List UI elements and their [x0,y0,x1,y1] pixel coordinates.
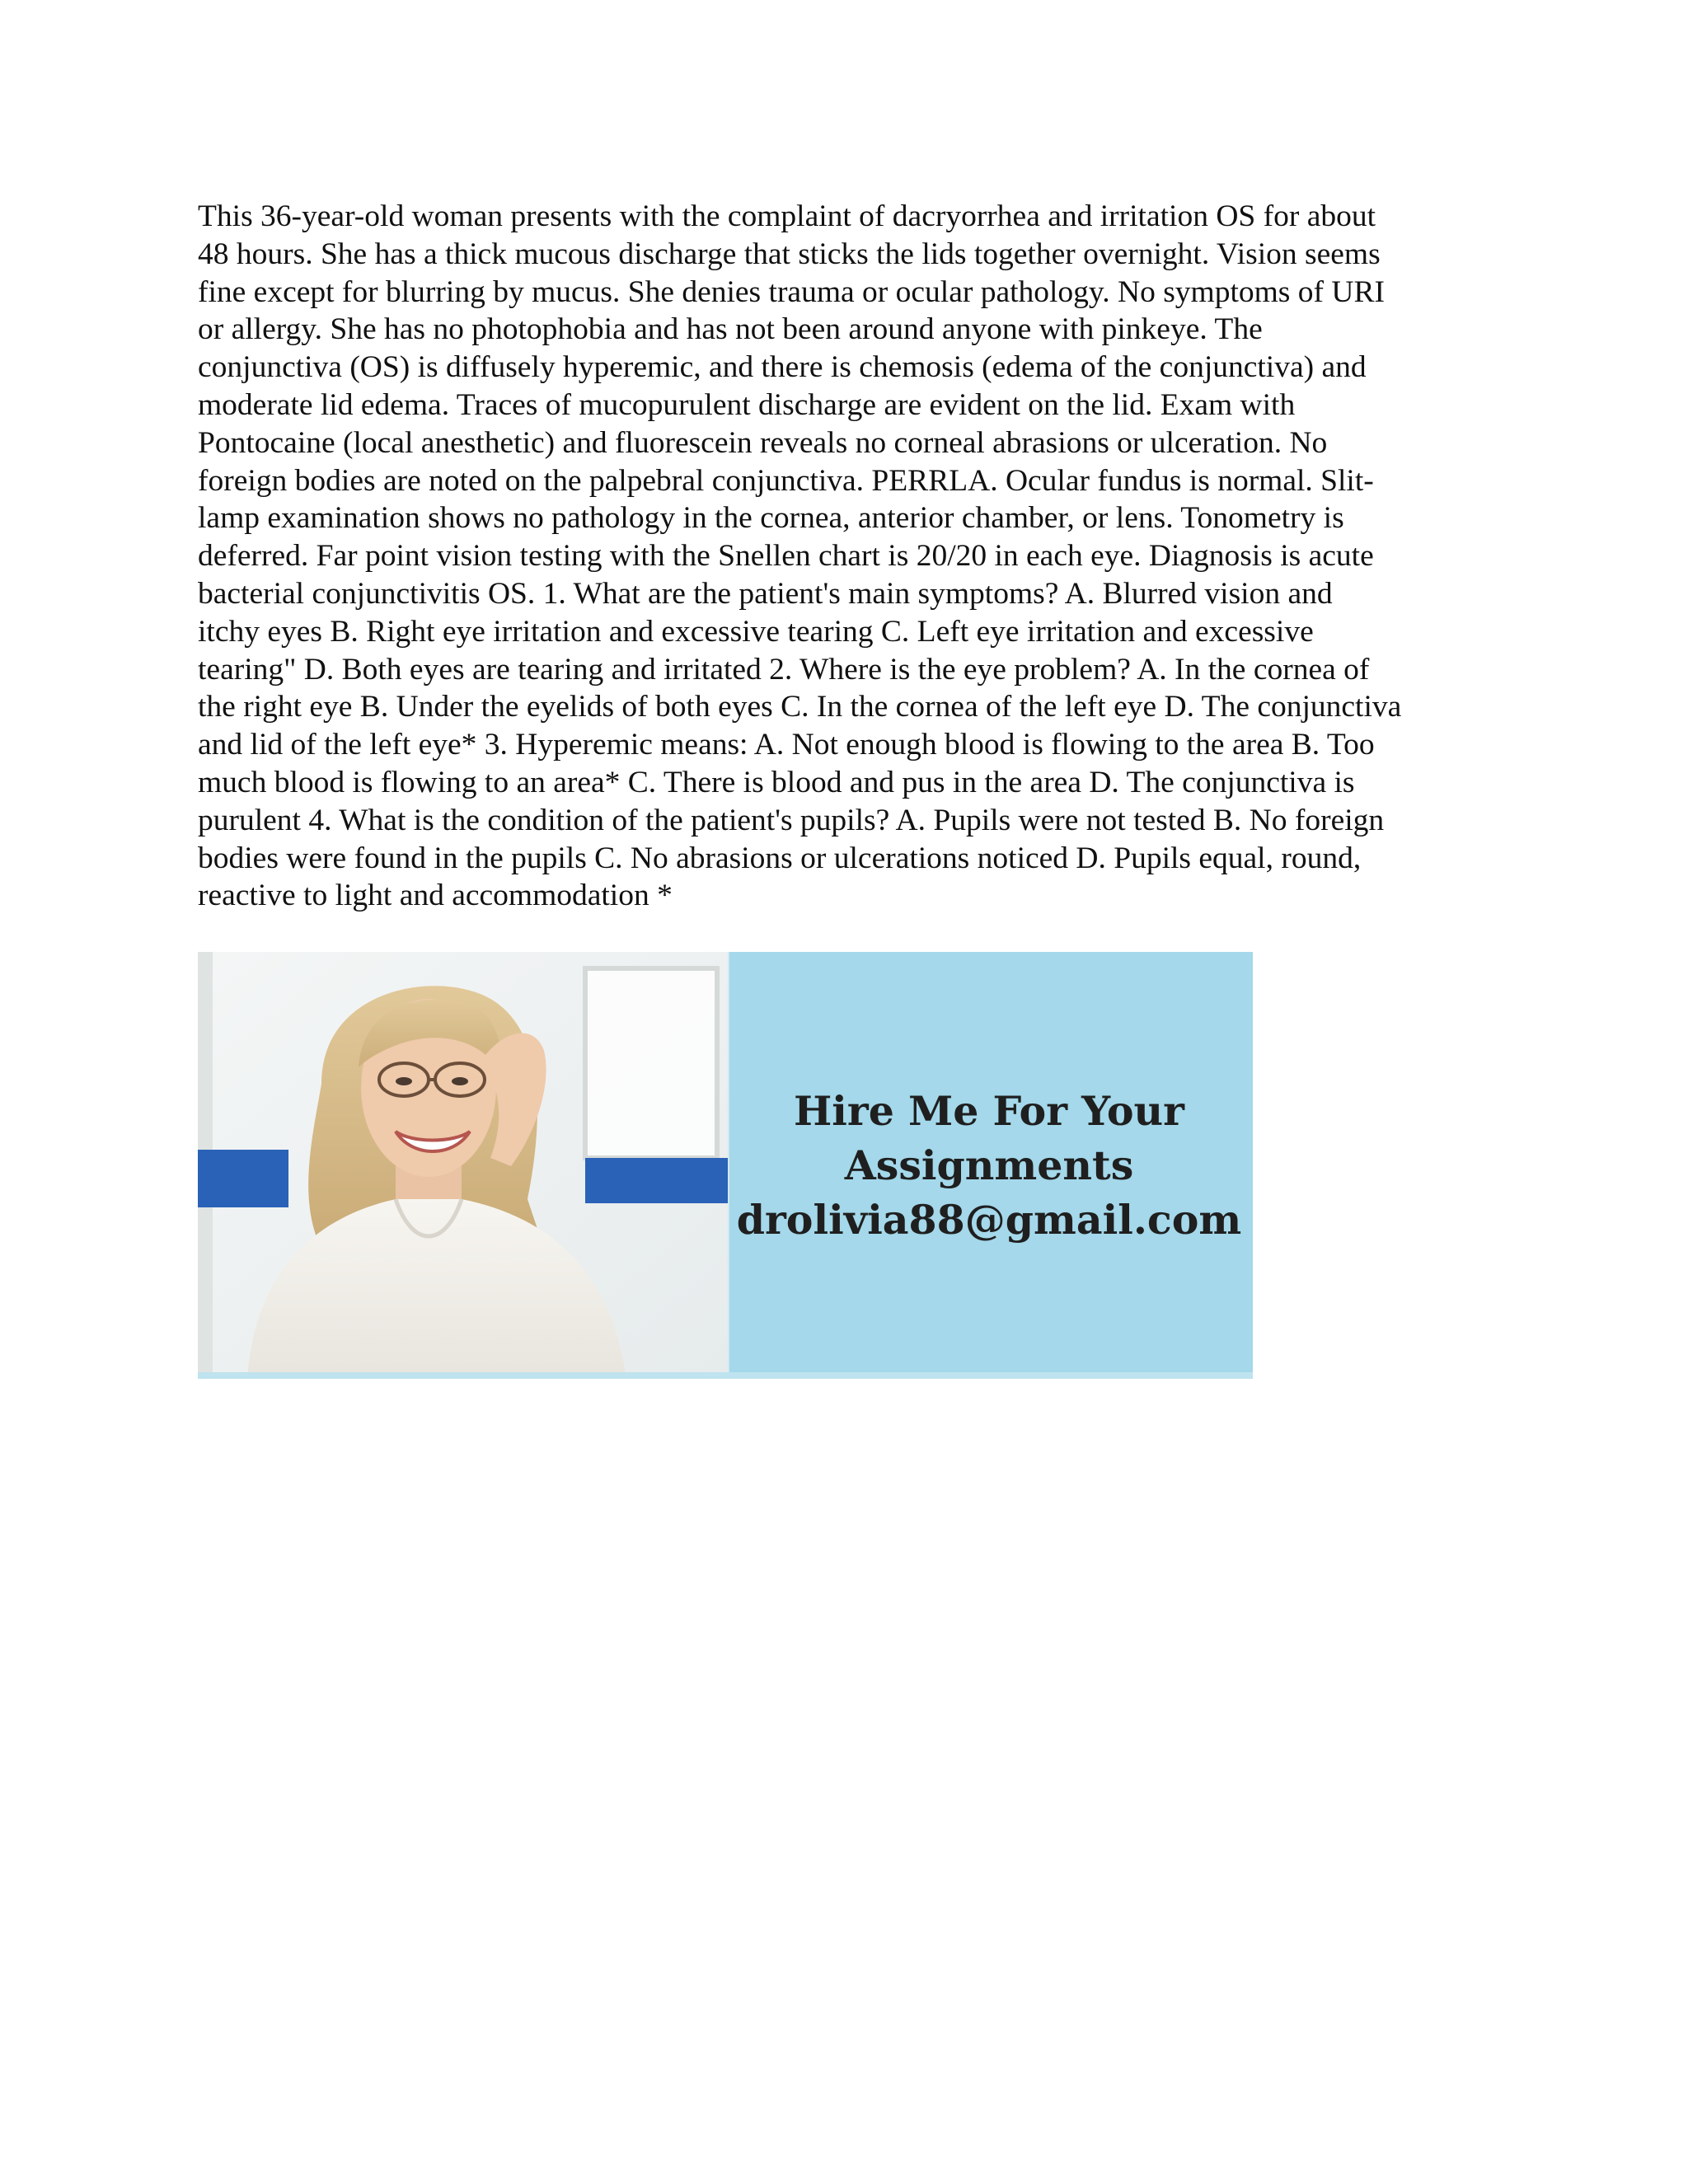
text-line: or allergy. She has no photophobia and has not been around anyone with pinkeye. The [198,312,1263,347]
text-line: deferred. Far point vision testing with the Snellen chart is 20/20 in each eye. Diagnosis is acute [198,539,1374,574]
advertisement-banner [198,952,1253,1379]
banner-line-email: drolivia88@gmail.com [736,1196,1242,1244]
text-line: lamp examination shows no pathology in the cornea, anterior chamber, or lens. Tonometry is [198,501,1344,536]
text-line: itchy eyes B. Right eye irritation and excessive tearing C. Left eye irritation and excessive [198,614,1314,649]
text-line: the right eye B. Under the eyelids of both eyes C. In the cornea of the left eye D. The conjunctiva [198,690,1402,724]
text-line: reactive to light and accommodation * [198,879,673,913]
text-line: bacterial conjunctivitis OS. 1. What are the patient's main symptoms? A. Blurred vision and [198,576,1333,611]
text-line: This 36-year-old woman presents with the complaint of dacryorrhea and irritation OS for about [198,199,1376,233]
banner-text [725,952,1253,1379]
text-line: foreign bodies are noted on the palpebral conjunctiva. PERRLA. Ocular fundus is normal. Slit- [198,463,1374,498]
text-line: moderate lid edema. Traces of mucopurulent discharge are evident on the lid. Exam with [198,387,1296,422]
document-body-text [198,198,1500,915]
banner-line-hire: Hire Me For Your [794,1087,1184,1135]
text-line: 48 hours. She has a thick mucous discharge that sticks the lids together overnight. Vision seems [198,237,1381,271]
text-line: conjunctiva (OS) is diffusely hyperemic, and there is chemosis (edema of the conjunctiva) and [198,350,1367,385]
text-line: much blood is flowing to an area* C. There is blood and pus in the area D. The conjunctiva is [198,765,1355,799]
banner-line-assignments: Assignments [844,1141,1134,1189]
text-line: bodies were found in the pupils C. No abrasions or ulcerations noticed D. Pupils equal, round, [198,841,1362,875]
text-line: fine except for blurring by mucus. She denies trauma or ocular pathology. No symptoms of URI [198,274,1385,309]
text-line: Pontocaine (local anesthetic) and fluorescein reveals no corneal abrasions or ulceration. No [198,425,1328,460]
text-line: tearing" D. Both eyes are tearing and irritated 2. Where is the eye problem? A. In the cornea of [198,652,1370,687]
text-line: and lid of the left eye* 3. Hyperemic means: A. Not enough blood is flowing to the area B. Too [198,728,1375,762]
text-line: purulent 4. What is the condition of the patient's pupils? A. Pupils were not tested B. No foreign [198,803,1385,837]
